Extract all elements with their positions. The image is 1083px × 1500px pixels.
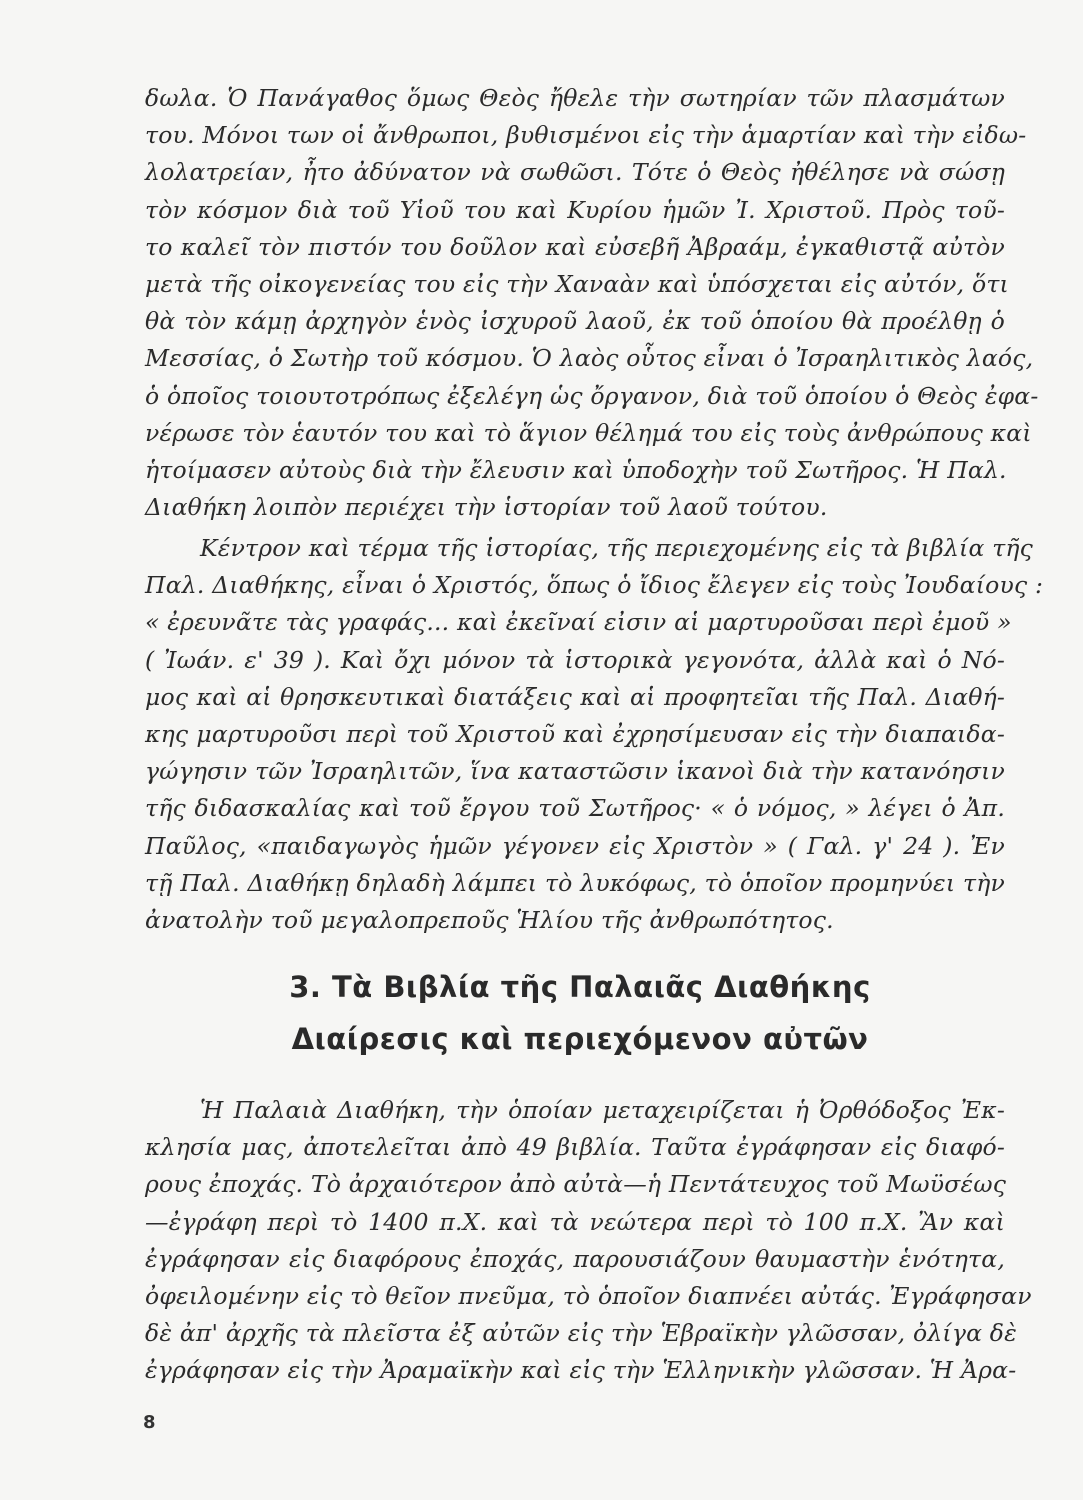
text-line: ( Ἰωάν. ε' 39 ). Καὶ ὄχι μόνον τὰ ἱστορικὰ γεγονότα, ἀλλὰ καὶ ὁ Νό- [145, 645, 1005, 674]
text-line: Παλ. Διαθήκης, εἶναι ὁ Χριστός, ὅπως ὁ ἴδιος ἔλεγεν εἰς τοὺς Ἰουδαίους : [145, 571, 1044, 600]
text-line: ἀνατολὴν τοῦ μεγαλοπρεποῦς Ἡλίου τῆς ἀνθρωπότητος. [145, 905, 834, 934]
text-line: —ἐγράφη περὶ τὸ 1400 π.Χ. καὶ τὰ νεώτερα περὶ τὸ 100 π.Χ. Ἂν καὶ [145, 1207, 1005, 1236]
text-line: ἡτοίμασεν αὐτοὺς διὰ τὴν ἔλευσιν καὶ ὑποδοχὴν τοῦ Σωτῆρος. Ἡ Παλ. [145, 455, 1007, 484]
text-line: λολατρείαν, ἦτο ἀδύνατον νὰ σωθῶσι. Τότε ὁ Θεὸς ἠθέλησε νὰ σώσῃ [145, 158, 1005, 187]
text-line: ὁ ὁποῖος τοιουτοτρόπως ἐξελέγη ὡς ὄργανον, διὰ τοῦ ὁποίου ὁ Θεὸς ἐφα- [145, 381, 1039, 410]
section-subheading: Διαίρεσις καὶ περιεχόμενον αὐτῶν [291, 1022, 869, 1056]
text-line: ἐγράφησαν εἰς διαφόρους ἐποχάς, παρουσιάζουν θαυμαστὴν ἑνότητα, [145, 1244, 1005, 1273]
text-line: Ἡ Παλαιὰ Διαθήκη, τὴν ὁποίαν μεταχειρίζεται ἡ Ὀρθόδοξος Ἐκ- [200, 1096, 1005, 1124]
paragraph-intro [145, 80, 1039, 526]
text-line: « ἐρευνᾶτε τὰς γραφάς... καὶ ἐκεῖναί εἰσιν αἱ μαρτυροῦσαι περὶ ἐμοῦ » [145, 608, 1012, 637]
text-line: ἐγράφησαν εἰς τὴν Ἀραμαϊκὴν καὶ εἰς τὴν Ἑλληνικὴν γλῶσσαν. Ἡ Ἀρα- [145, 1356, 1017, 1385]
text-line: τῆς διδασκαλίας καὶ τοῦ ἔργου τοῦ Σωτῆρος· « ὁ νόμος, » λέγει ὁ Ἀπ. [145, 794, 1005, 823]
text-line: θὰ τὸν κάμῃ ἀρχηγὸν ἑνὸς ἰσχυροῦ λαοῦ, ἐκ τοῦ ὁποίου θὰ προέλθῃ ὁ [145, 307, 1005, 336]
text-line: ὀφειλομένην εἰς τὸ θεῖον πνεῦμα, τὸ ὁποῖον διαπνέει αὐτάς. Ἐγράφησαν [145, 1281, 1032, 1310]
text-line: κης μαρτυροῦσι περὶ τοῦ Χριστοῦ καὶ ἐχρησίμευσαν εἰς τὴν διαπαιδα- [145, 719, 1005, 748]
text-line: τῇ Παλ. Διαθήκῃ δηλαδὴ λάμπει τὸ λυκόφως, τὸ ὁποῖον προμηνύει τὴν [145, 868, 1005, 897]
text-line: δὲ ἀπ' ἀρχῆς τὰ πλεῖστα ἐξ αὐτῶν εἰς τὴν Ἑβραϊκὴν γλῶσσαν, ὀλίγα δὲ [145, 1319, 1017, 1348]
text-line: μος καὶ αἱ θρησκευτικαὶ διατάξεις καὶ αἱ προφητεῖαι τῆς Παλ. Διαθή- [145, 682, 1005, 711]
paragraph-center-of-history [145, 530, 1044, 939]
text-line: το καλεῖ τὸν πιστόν του δοῦλον καὶ εὐσεβῆ Ἀβραάμ, ἐγκαθιστᾷ αὐτὸν [145, 232, 1005, 261]
text-line: ρους ἐποχάς. Τὸ ἀρχαιότερον ἀπὸ αὐτὰ—ἡ Πεντάτευχος τοῦ Μωϋσέως [145, 1170, 1007, 1199]
text-line: γώγησιν τῶν Ἰσραηλιτῶν, ἵνα καταστῶσιν ἱκανοὶ διὰ τὴν κατανόησιν [145, 757, 1005, 786]
text-line: νέρωσε τὸν ἑαυτόν του καὶ τὸ ἅγιον θέλημά του εἰς τοὺς ἀνθρώπους καὶ [145, 418, 1032, 447]
text-line: τὸν κόσμον διὰ τοῦ Υἱοῦ του καὶ Κυρίου ἡμῶν Ἰ. Χριστοῦ. Πρὸς τοῦ- [145, 195, 1005, 224]
page-number: 8 [143, 1412, 156, 1433]
paragraph-old-testament-books [145, 1092, 1032, 1390]
text-line: κλησία μας, ἀποτελεῖται ἀπὸ 49 βιβλία. Ταῦτα ἐγράφησαν εἰς διαφό- [145, 1133, 1005, 1162]
text-line: Κέντρον καὶ τέρμα τῆς ἱστορίας, τῆς περιεχομένης εἰς τὰ βιβλία τῆς [200, 534, 1034, 562]
text-line: Διαθήκη λοιπὸν περιέχει τὴν ἱστορίαν τοῦ λαοῦ τούτου. [145, 493, 828, 522]
text-line: Παῦλος, «παιδαγωγὸς ἡμῶν γέγονεν εἰς Χριστὸν » ( Γαλ. γ' 24 ). Ἐν [145, 831, 1005, 860]
text-line: δωλα. Ὁ Πανάγαθος ὅμως Θεὸς ἤθελε τὴν σωτηρίαν τῶν πλασμάτων [145, 84, 1005, 112]
section-heading: 3. Τὰ Βιβλία τῆς Παλαιᾶς Διαθήκης [289, 970, 871, 1004]
text-line: του. Μόνοι των οἱ ἄνθρωποι, βυθισμένοι εἰς τὴν ἁμαρτίαν καὶ τὴν εἰδω- [145, 121, 1027, 150]
text-line: μετὰ τῆς οἰκογενείας του εἰς τὴν Χαναὰν καὶ ὑπόσχεται εἰς αὐτόν, ὅτι [145, 269, 1009, 298]
text-line: Μεσσίας, ὁ Σωτὴρ τοῦ κόσμου. Ὁ λαὸς οὗτος εἶναι ὁ Ἰσραηλιτικὸς λαός, [145, 344, 1034, 373]
